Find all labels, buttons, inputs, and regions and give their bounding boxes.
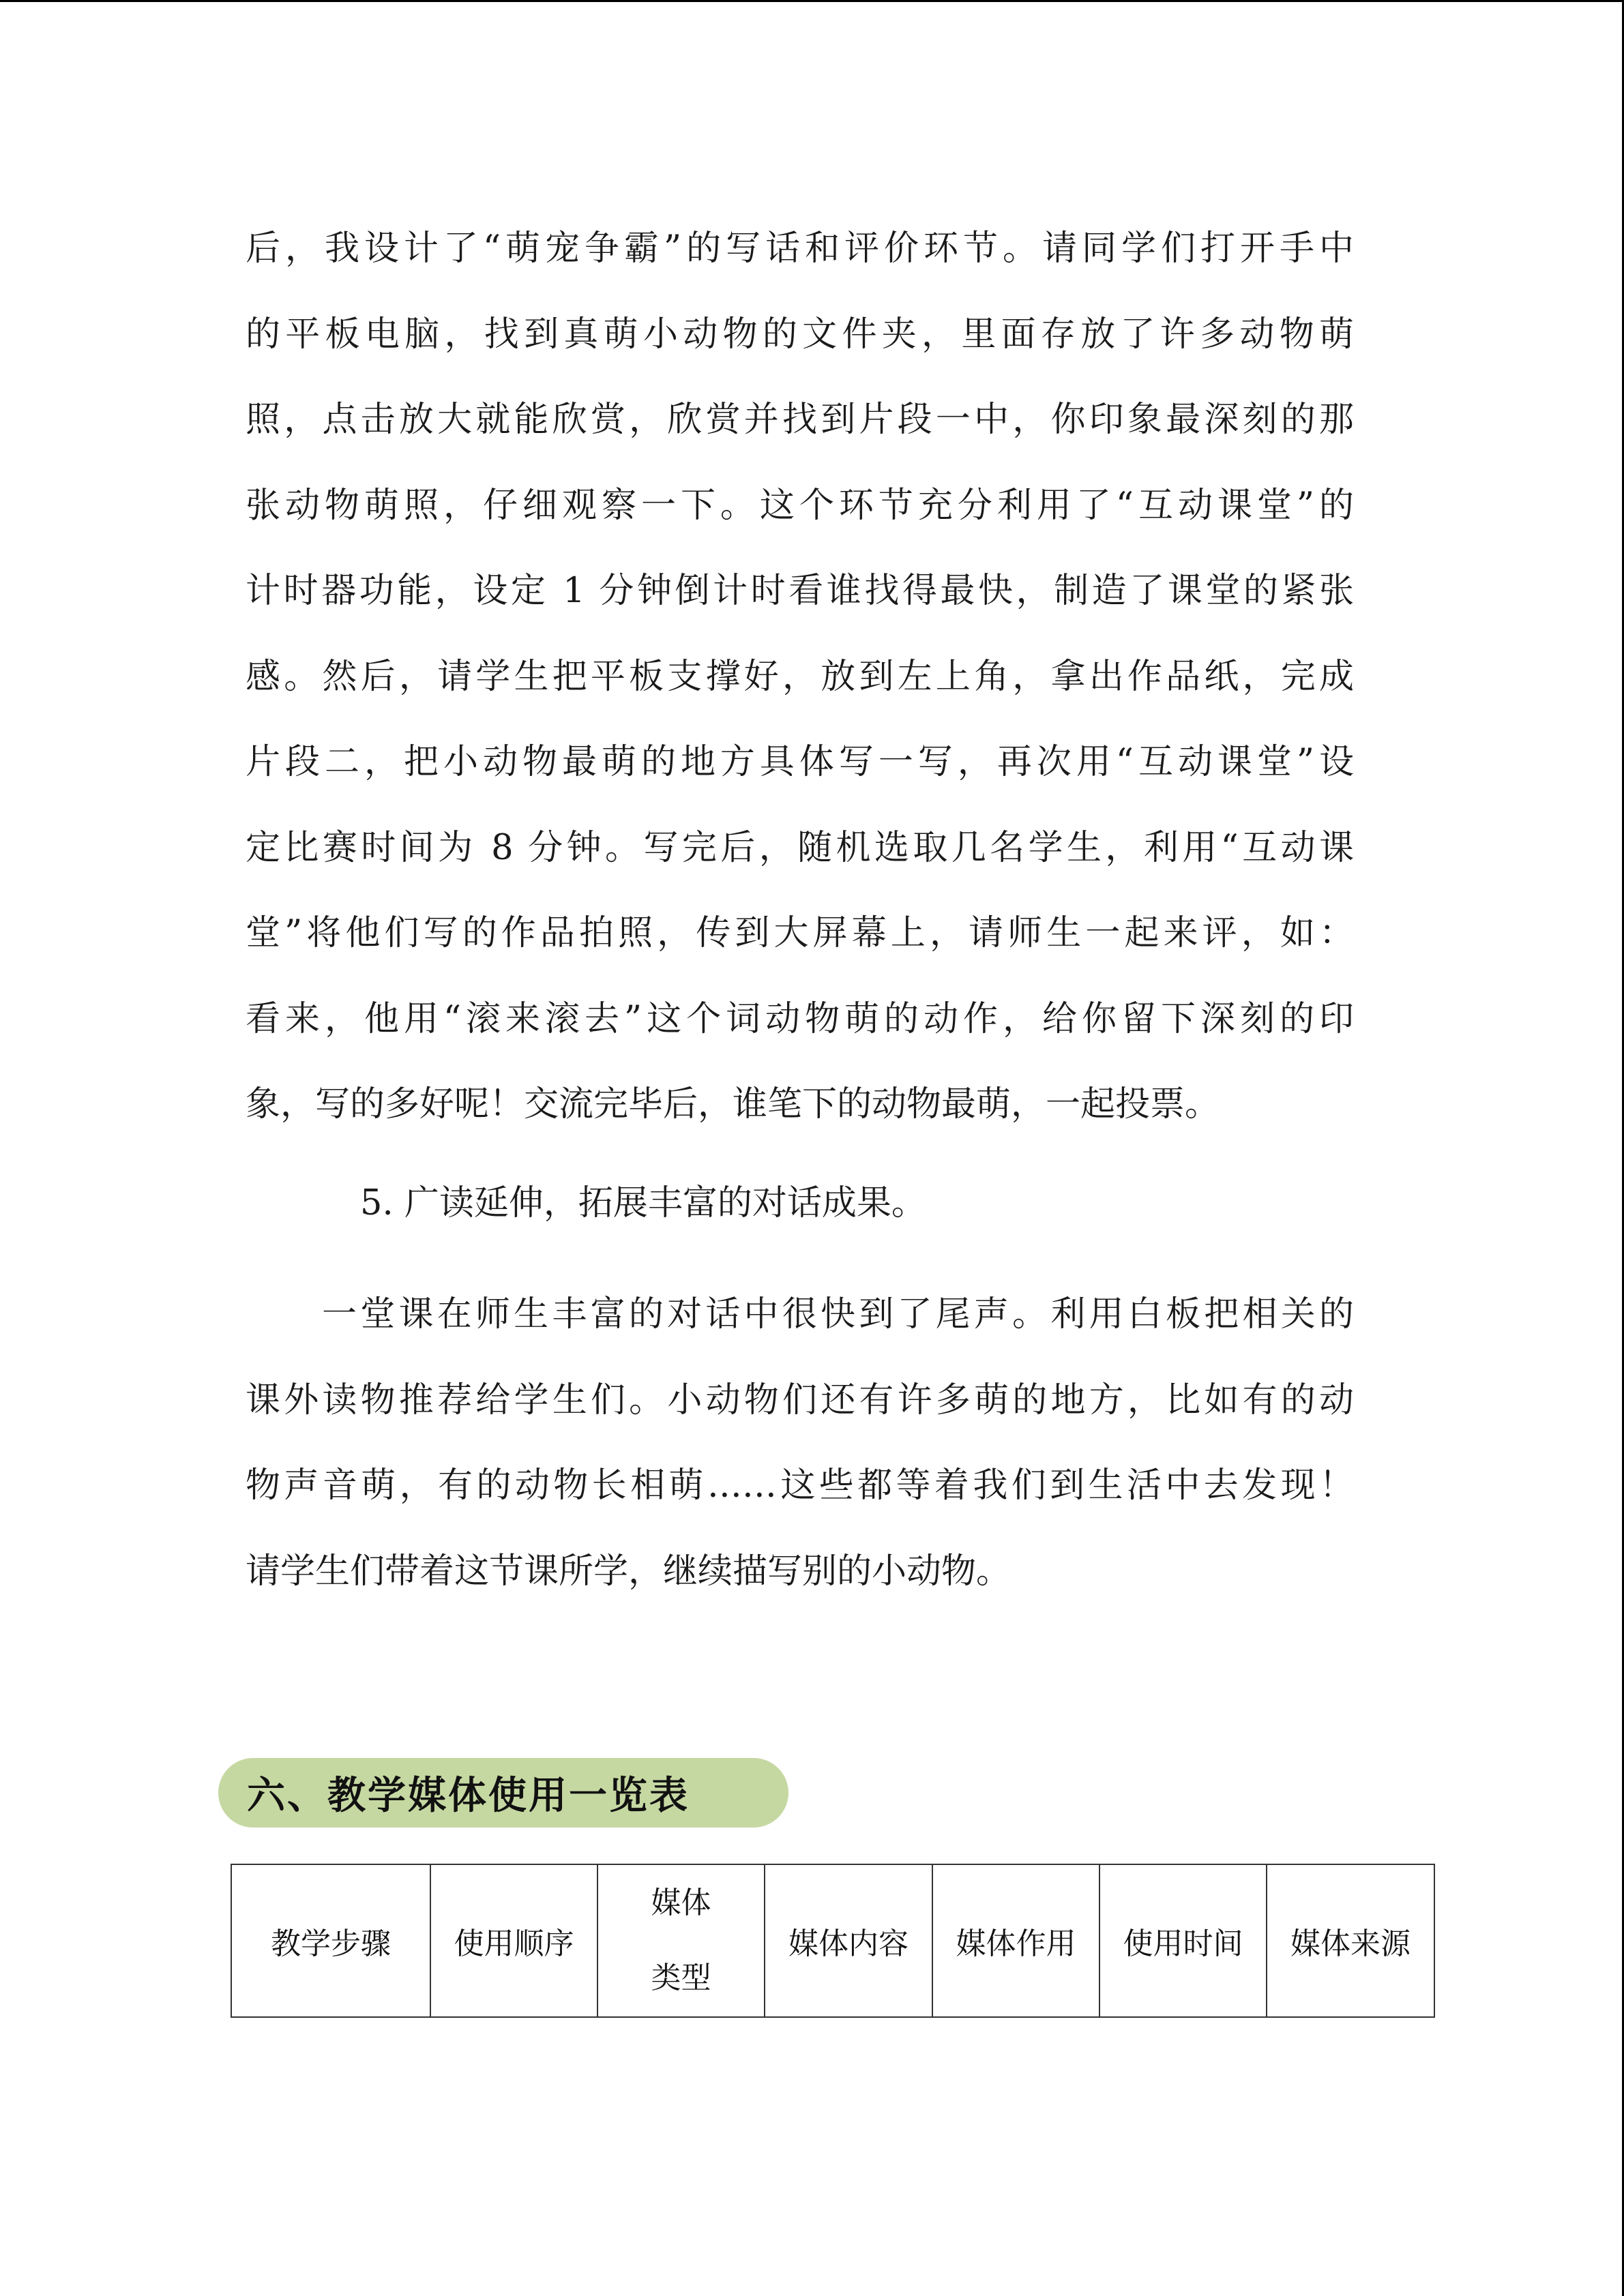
text-line: 后，我设计了“萌宠争霸”的写话和评价环节。请同学们打开手中 xyxy=(246,228,1354,269)
text-line: 照，点击放大就能欣赏，欣赏并找到片段一中，你印象最深刻的那 xyxy=(246,400,1354,440)
header-teaching-step: 教学步骤 xyxy=(231,1864,430,2017)
text-line: 象，写的多好呢！交流完毕后，谁笔下的动物最萌，一起投票。 xyxy=(246,1084,1220,1124)
text-line: 看来，他用“滚来滚去”这个词动物萌的动作，给你留下深刻的印 xyxy=(246,998,1354,1039)
text-line: 计时器功能，设定 1 分钟倒计时看谁找得最快，制造了课堂的紧张 xyxy=(246,571,1354,611)
header-usage-order: 使用顺序 xyxy=(430,1864,597,2017)
header-media-type-line1: 媒体 xyxy=(651,1885,711,1920)
paragraph-continued xyxy=(246,206,1354,1148)
text-line: 课外读物推荐给学生们。小动物们还有许多萌的地方，比如有的动 xyxy=(246,1380,1354,1420)
media-usage-table xyxy=(231,1864,1435,2018)
list-item-heading: 5. 广读延伸，拓展丰富的对话成果。 xyxy=(360,1183,926,1223)
text-line: 感。然后，请学生把平板支撑好，放到左上角，拿出作品纸，完成 xyxy=(246,656,1354,697)
header-media-role: 媒体作用 xyxy=(932,1864,1099,2017)
header-media-source: 媒体来源 xyxy=(1267,1864,1434,2017)
text-line: 堂”将他们写的作品拍照，传到大屏幕上，请师生一起来评，如： xyxy=(246,913,1354,953)
section-heading xyxy=(218,1758,788,1828)
header-media-type xyxy=(597,1864,765,2017)
header-media-content: 媒体内容 xyxy=(765,1864,932,2017)
text-line: 的平板电脑，找到真萌小动物的文件夹，里面存放了许多动物萌 xyxy=(246,314,1354,355)
text-line: 定比赛时间为 8 分钟。写完后，随机选取几名学生，利用“互动课 xyxy=(246,827,1354,868)
text-line: 请学生们带着这节课所学，继续描写别的小动物。 xyxy=(246,1551,1012,1592)
text-line: 片段二，把小动物最萌的地方具体写一写，再次用“互动课堂”设 xyxy=(246,742,1354,782)
header-media-type-line2: 类型 xyxy=(651,1960,711,1995)
section-heading-text: 六、教学媒体使用一览表 xyxy=(247,1773,690,1818)
text-line: 一堂课在师生丰富的对话中很快到了尾声。利用白板把相关的 xyxy=(322,1294,1354,1335)
text-line: 物声音萌，有的动物长相萌……这些都等着我们到生活中去发现！ xyxy=(246,1465,1354,1506)
paragraph-summary xyxy=(246,1272,1354,1614)
table-header-row xyxy=(231,1864,1434,2017)
page-border-top xyxy=(0,0,1624,2)
text-line: 张动物萌照，仔细观察一下。这个环节充分利用了“互动课堂”的 xyxy=(246,485,1354,526)
header-usage-time: 使用时间 xyxy=(1099,1864,1267,2017)
